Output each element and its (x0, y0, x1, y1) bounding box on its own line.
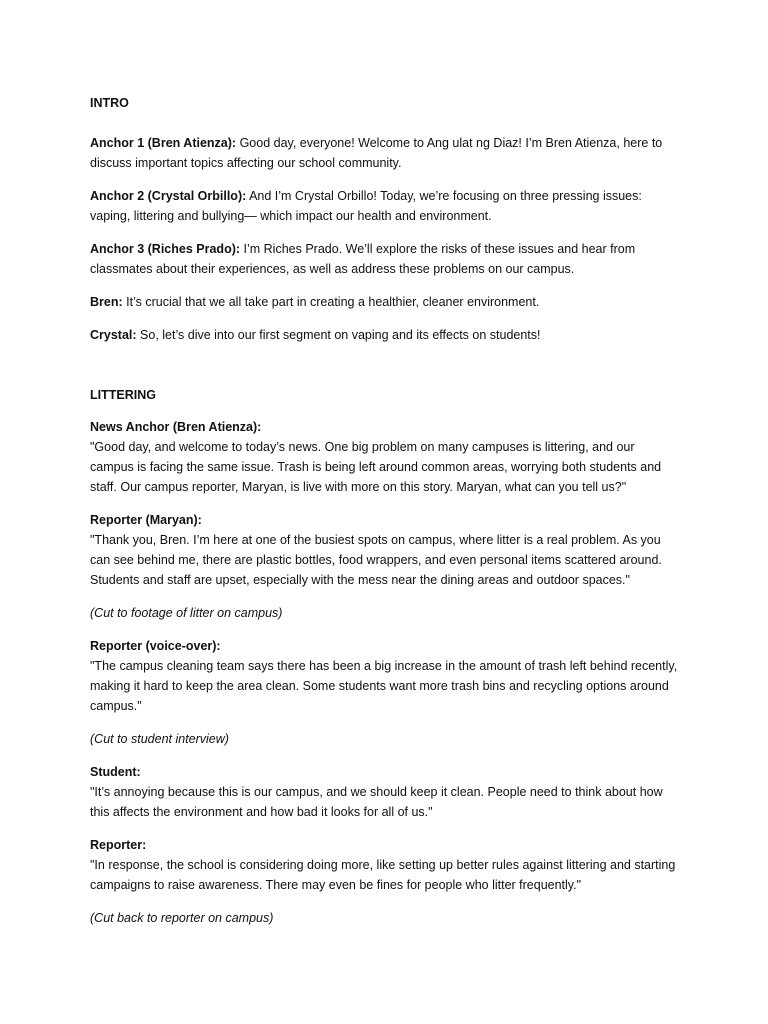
speaker-label: Bren: (90, 295, 123, 309)
stage-direction: (Cut back to reporter on campus) (90, 911, 274, 925)
dialogue-text: So, let’s dive into our first segment on vaping and its effects on students! (140, 328, 541, 342)
speaker-label: Reporter: (90, 838, 147, 852)
dialogue-text: "Good day, and welcome to today’s news. One big problem on many campuses is littering, and our campus is facing the same issue. Trash is being left around common areas, worrying both students and staff. Our campus reporter, Maryan, is live with more on this story. Maryan, what can you tell us?" (90, 440, 662, 494)
speaker-label: News Anchor (Bren Atienza): (90, 420, 262, 434)
dialogue-text: It’s crucial that we all take part in creating a healthier, cleaner environment. (126, 295, 540, 309)
speaker-label: Anchor 3 (Riches Prado): (90, 242, 241, 256)
dialogue-text: "The campus cleaning team says there has been a big increase in the amount of trash left behind recently, making it hard to keep the area clean. Some students want more trash bins and recycling options around campus." (90, 659, 678, 713)
dialogue-text: "Thank you, Bren. I’m here at one of the busiest spots on campus, where litter is a real problem. As you can see behind me, there are plastic bottles, food wrappers, and even personal items scattered around. Students and staff are upset, especially with the mess near the dining areas and outdoor spaces." (90, 533, 662, 587)
dialogue-text: "In response, the school is considering doing more, like setting up better rules against littering and starting campaigns to raise awareness. There may even be fines for people who litter frequently." (90, 858, 676, 892)
speaker-label: Anchor 1 (Bren Atienza): (90, 136, 237, 150)
dialogue-text: Good day, everyone! Welcome to Ang ulat ng Diaz! I’m Bren Atienza, here to discuss important topics affecting our school community. (90, 136, 663, 170)
littering-block-news-anchor (90, 417, 680, 497)
stage-direction: (Cut to student interview) (90, 732, 229, 746)
speaker-label: Student: (90, 765, 141, 779)
stage-direction: (Cut to footage of litter on campus) (90, 606, 283, 620)
speaker-label: Reporter (voice-over): (90, 639, 221, 653)
dialogue-text: "It’s annoying because this is our campus, and we should keep it clean. People need to think about how this affects the environment and how bad it looks for all of us." (90, 785, 663, 819)
intro-paragraph-4 (90, 292, 680, 312)
intro-paragraph-3 (90, 239, 680, 279)
section-heading-intro: INTRO (90, 96, 129, 110)
littering-block-student (90, 762, 680, 822)
document-page (90, 93, 680, 928)
intro-paragraph-5 (90, 325, 680, 345)
intro-paragraph-1 (90, 133, 680, 173)
littering-block-reporter (90, 835, 680, 895)
section-heading-littering: LITTERING (90, 388, 156, 402)
dialogue-text: I’m Riches Prado. We’ll explore the risks of these issues and hear from classmates about their experiences, as well as address these problems on our campus. (90, 242, 636, 276)
speaker-label: Anchor 2 (Crystal Orbillo): (90, 189, 247, 203)
speaker-label: Reporter (Maryan): (90, 513, 202, 527)
littering-block-reporter-voiceover (90, 636, 680, 716)
dialogue-text: And I’m Crystal Orbillo! Today, we’re focusing on three pressing issues: vaping, littering and bullying— which impact our health and environment. (90, 189, 642, 223)
speaker-label: Crystal: (90, 328, 137, 342)
littering-block-reporter-maryan (90, 510, 680, 590)
intro-paragraph-2 (90, 186, 680, 226)
